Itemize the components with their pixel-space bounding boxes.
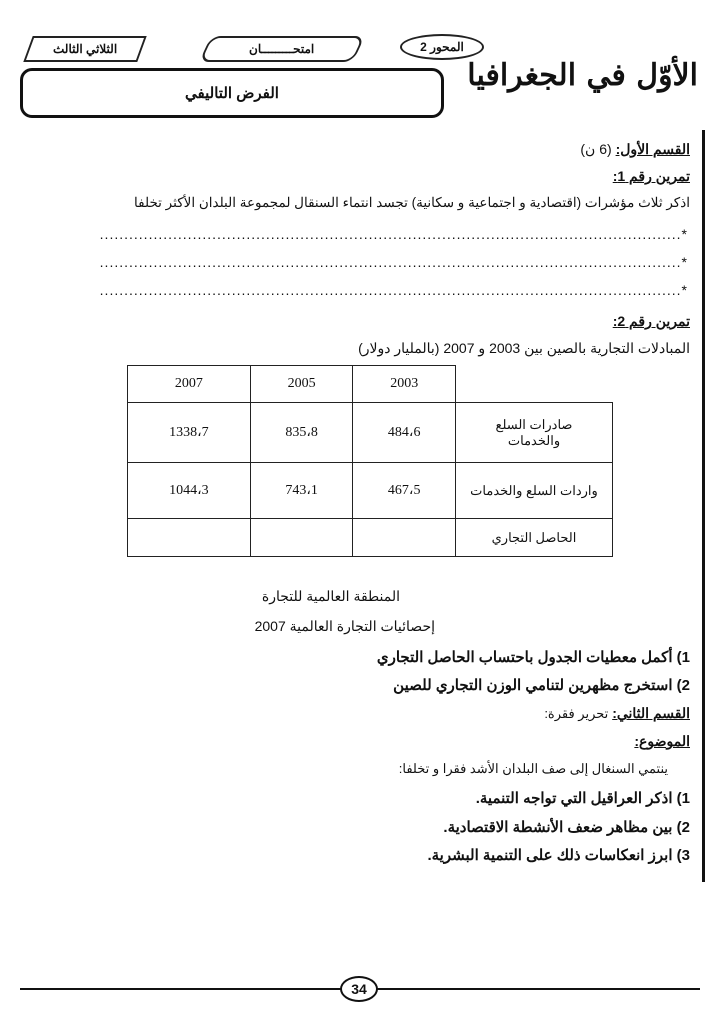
level-tab bbox=[23, 36, 146, 62]
ex2-heading: تمرين رقم 2: bbox=[612, 313, 690, 329]
cell: 835،8 bbox=[250, 403, 353, 463]
page-title bbox=[20, 68, 444, 118]
corner-cell bbox=[456, 366, 613, 403]
year-header: 2007 bbox=[128, 366, 251, 403]
row-label: واردات السلع والخدمات bbox=[456, 463, 613, 519]
ex2-question: 1) أكمل معطيات الجدول باحتساب الحاصل التجاري bbox=[376, 649, 690, 666]
section1-heading bbox=[580, 141, 690, 158]
cell: 1338،7 bbox=[128, 403, 251, 463]
axis-badge bbox=[400, 34, 484, 60]
exam-tab bbox=[199, 36, 365, 62]
exam-label: امتحـــــــــان bbox=[249, 42, 315, 56]
table-row bbox=[128, 463, 613, 519]
cell[interactable] bbox=[250, 519, 353, 557]
ex1-prompt: اذكر ثلاث مؤشرات (اقتصادية و اجتماعية و سكانية) تجسد انتماء السنقال لمجموعة البلدان الأكثر تخلفا bbox=[134, 195, 690, 210]
source-line-2: إحصائيات التجارة العالمية 2007 bbox=[254, 618, 435, 634]
cell[interactable] bbox=[128, 519, 251, 557]
topic-heading: الموضوع: bbox=[634, 733, 690, 749]
margin-rule bbox=[702, 130, 705, 882]
section2-question: 1) اذكر العراقيل التي تواجه التنمية. bbox=[475, 790, 690, 807]
year-header: 2003 bbox=[353, 366, 456, 403]
table-row bbox=[128, 519, 613, 557]
section2-question: 3) ابرز انعكاسات ذلك على التنمية البشرية. bbox=[427, 847, 690, 864]
cell[interactable] bbox=[353, 519, 456, 557]
section2-question: 2) بين مظاهر ضعف الأنشطة الاقتصادية. bbox=[443, 819, 690, 836]
table-header-row bbox=[128, 366, 613, 403]
cell: 467،5 bbox=[353, 463, 456, 519]
section2-task: تحرير فقرة: bbox=[544, 706, 609, 721]
section1-points: (6 ن) bbox=[580, 141, 612, 157]
logo bbox=[452, 60, 698, 92]
logo-text: الأوّل في الجغرافيا bbox=[467, 58, 698, 93]
cell: 484،6 bbox=[353, 403, 456, 463]
axis-label: المحور 2 bbox=[420, 40, 464, 54]
answer-line[interactable]: *....................................................................................................................... bbox=[99, 254, 688, 270]
section1-title: القسم الأول: bbox=[615, 141, 690, 157]
answer-line[interactable]: *....................................................................................................................... bbox=[99, 226, 688, 242]
page-number: 34 bbox=[340, 976, 378, 1002]
title-text: الفرض التاليفي bbox=[185, 85, 279, 102]
trade-table bbox=[127, 365, 613, 557]
section2-heading bbox=[544, 705, 690, 722]
section2-title: القسم الثاني: bbox=[612, 705, 690, 721]
year-header: 2005 bbox=[250, 366, 353, 403]
row-label: الحاصل التجاري bbox=[456, 519, 613, 557]
row-label: صادرات السلع والخدمات bbox=[456, 403, 613, 463]
level-label: الثلاثي الثالث bbox=[52, 42, 118, 56]
cell: 743،1 bbox=[250, 463, 353, 519]
cell: 1044،3 bbox=[128, 463, 251, 519]
source-line-1: المنطقة العالمية للتجارة bbox=[261, 588, 400, 604]
ex2-caption: المبادلات التجارية بالصين بين 2003 و 2007 (بالمليار دولار) bbox=[358, 340, 690, 356]
ex2-question: 2) استخرج مظهرين لتنامي الوزن التجاري للصين bbox=[393, 677, 690, 694]
table-row bbox=[128, 403, 613, 463]
topic-intro: ينتمي السنغال إلى صف البلدان الأشد فقرا و تخلفا: bbox=[398, 761, 668, 776]
ex1-heading: تمرين رقم 1: bbox=[612, 168, 690, 184]
answer-line[interactable]: *....................................................................................................................... bbox=[99, 282, 688, 298]
